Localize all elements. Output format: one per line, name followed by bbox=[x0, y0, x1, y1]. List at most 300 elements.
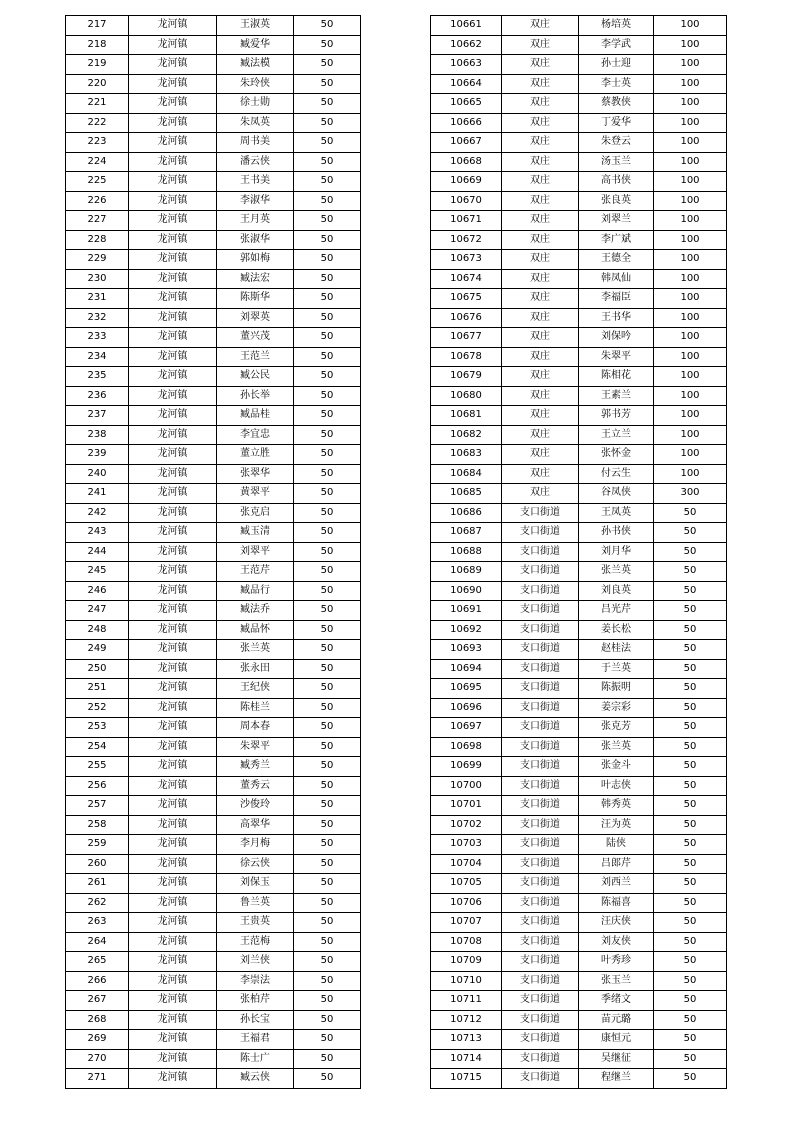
amount-cell: 50 bbox=[654, 796, 727, 816]
amount-cell: 50 bbox=[294, 113, 361, 133]
table-row bbox=[66, 445, 361, 465]
town-cell: 龙河镇 bbox=[129, 523, 217, 543]
table-row bbox=[66, 55, 361, 75]
town-cell: 支口街道 bbox=[502, 913, 579, 933]
amount-cell: 50 bbox=[294, 133, 361, 153]
name-cell: 丁爱华 bbox=[579, 113, 654, 133]
town-cell: 龙河镇 bbox=[129, 386, 217, 406]
amount-cell: 50 bbox=[294, 269, 361, 289]
town-cell: 支口街道 bbox=[502, 562, 579, 582]
serial-number-cell: 262 bbox=[66, 893, 129, 913]
serial-number-cell: 10715 bbox=[431, 1069, 502, 1089]
table-row bbox=[431, 932, 727, 952]
serial-number-cell: 10663 bbox=[431, 55, 502, 75]
town-cell: 龙河镇 bbox=[129, 659, 217, 679]
name-cell: 鲁兰英 bbox=[217, 893, 294, 913]
amount-cell: 50 bbox=[294, 1049, 361, 1069]
amount-cell: 50 bbox=[654, 874, 727, 894]
serial-number-cell: 232 bbox=[66, 308, 129, 328]
table-row bbox=[431, 1010, 727, 1030]
amount-cell: 50 bbox=[294, 172, 361, 192]
amount-cell: 100 bbox=[654, 445, 727, 465]
name-cell: 张克启 bbox=[217, 503, 294, 523]
name-cell: 付云生 bbox=[579, 464, 654, 484]
table-row bbox=[66, 971, 361, 991]
name-cell: 王德全 bbox=[579, 250, 654, 270]
name-cell: 王范芹 bbox=[217, 562, 294, 582]
table-row bbox=[66, 1030, 361, 1050]
amount-cell: 100 bbox=[654, 367, 727, 387]
serial-number-cell: 10685 bbox=[431, 484, 502, 504]
table-row bbox=[66, 991, 361, 1011]
town-cell: 龙河镇 bbox=[129, 445, 217, 465]
name-cell: 王书美 bbox=[217, 172, 294, 192]
amount-cell: 50 bbox=[294, 484, 361, 504]
serial-number-cell: 10668 bbox=[431, 152, 502, 172]
table-row bbox=[431, 952, 727, 972]
amount-cell: 50 bbox=[294, 874, 361, 894]
name-cell: 王素兰 bbox=[579, 386, 654, 406]
serial-number-cell: 246 bbox=[66, 581, 129, 601]
amount-cell: 50 bbox=[294, 503, 361, 523]
serial-number-cell: 10678 bbox=[431, 347, 502, 367]
amount-cell: 50 bbox=[654, 718, 727, 738]
table-row bbox=[66, 250, 361, 270]
name-cell: 孙长宝 bbox=[217, 1010, 294, 1030]
town-cell: 双庄 bbox=[502, 133, 579, 153]
serial-number-cell: 261 bbox=[66, 874, 129, 894]
serial-number-cell: 223 bbox=[66, 133, 129, 153]
amount-cell: 100 bbox=[654, 55, 727, 75]
town-cell: 双庄 bbox=[502, 230, 579, 250]
amount-cell: 50 bbox=[654, 620, 727, 640]
amount-cell: 50 bbox=[294, 1010, 361, 1030]
name-cell: 臧云侠 bbox=[217, 1069, 294, 1089]
amount-cell: 50 bbox=[654, 581, 727, 601]
town-cell: 龙河镇 bbox=[129, 640, 217, 660]
name-cell: 张柏芹 bbox=[217, 991, 294, 1011]
town-cell: 双庄 bbox=[502, 250, 579, 270]
town-cell: 龙河镇 bbox=[129, 308, 217, 328]
name-cell: 刘翠兰 bbox=[579, 211, 654, 231]
name-cell: 王淑英 bbox=[217, 16, 294, 36]
name-cell: 郭如梅 bbox=[217, 250, 294, 270]
table-row bbox=[431, 854, 727, 874]
amount-cell: 100 bbox=[654, 308, 727, 328]
amount-cell: 50 bbox=[294, 191, 361, 211]
amount-cell: 50 bbox=[294, 952, 361, 972]
serial-number-cell: 10670 bbox=[431, 191, 502, 211]
town-cell: 支口街道 bbox=[502, 1049, 579, 1069]
table-row bbox=[66, 776, 361, 796]
town-cell: 双庄 bbox=[502, 347, 579, 367]
amount-cell: 50 bbox=[654, 640, 727, 660]
serial-number-cell: 252 bbox=[66, 698, 129, 718]
serial-number-cell: 247 bbox=[66, 601, 129, 621]
amount-cell: 100 bbox=[654, 113, 727, 133]
table-row bbox=[431, 640, 727, 660]
table-row bbox=[431, 835, 727, 855]
town-cell: 龙河镇 bbox=[129, 133, 217, 153]
amount-cell: 50 bbox=[294, 1030, 361, 1050]
town-cell: 双庄 bbox=[502, 386, 579, 406]
amount-cell: 50 bbox=[294, 601, 361, 621]
table-row bbox=[66, 562, 361, 582]
table-row bbox=[431, 406, 727, 426]
serial-number-cell: 254 bbox=[66, 737, 129, 757]
table-row bbox=[431, 679, 727, 699]
table-row bbox=[431, 698, 727, 718]
amount-cell: 50 bbox=[294, 425, 361, 445]
serial-number-cell: 253 bbox=[66, 718, 129, 738]
town-cell: 龙河镇 bbox=[129, 737, 217, 757]
serial-number-cell: 10696 bbox=[431, 698, 502, 718]
table-row bbox=[431, 601, 727, 621]
amount-cell: 50 bbox=[654, 854, 727, 874]
name-cell: 高书侠 bbox=[579, 172, 654, 192]
name-cell: 刘西兰 bbox=[579, 874, 654, 894]
amount-cell: 50 bbox=[294, 35, 361, 55]
serial-number-cell: 231 bbox=[66, 289, 129, 309]
serial-number-cell: 241 bbox=[66, 484, 129, 504]
town-cell: 龙河镇 bbox=[129, 581, 217, 601]
table-row bbox=[66, 913, 361, 933]
town-cell: 龙河镇 bbox=[129, 113, 217, 133]
serial-number-cell: 240 bbox=[66, 464, 129, 484]
name-cell: 王范梅 bbox=[217, 932, 294, 952]
table-row bbox=[431, 562, 727, 582]
town-cell: 支口街道 bbox=[502, 776, 579, 796]
amount-cell: 100 bbox=[654, 386, 727, 406]
table-row bbox=[66, 815, 361, 835]
town-cell: 龙河镇 bbox=[129, 601, 217, 621]
amount-cell: 50 bbox=[654, 659, 727, 679]
name-cell: 徐士勋 bbox=[217, 94, 294, 114]
name-cell: 刘良英 bbox=[579, 581, 654, 601]
table-row bbox=[431, 659, 727, 679]
serial-number-cell: 217 bbox=[66, 16, 129, 36]
table-row bbox=[66, 464, 361, 484]
serial-number-cell: 10666 bbox=[431, 113, 502, 133]
town-cell: 支口街道 bbox=[502, 854, 579, 874]
town-cell: 支口街道 bbox=[502, 1030, 579, 1050]
right-roster-body bbox=[431, 16, 727, 1089]
town-cell: 龙河镇 bbox=[129, 991, 217, 1011]
serial-number-cell: 10703 bbox=[431, 835, 502, 855]
town-cell: 龙河镇 bbox=[129, 172, 217, 192]
name-cell: 潘云侠 bbox=[217, 152, 294, 172]
town-cell: 支口街道 bbox=[502, 991, 579, 1011]
name-cell: 刘友侠 bbox=[579, 932, 654, 952]
amount-cell: 50 bbox=[294, 328, 361, 348]
amount-cell: 100 bbox=[654, 16, 727, 36]
serial-number-cell: 10709 bbox=[431, 952, 502, 972]
serial-number-cell: 10693 bbox=[431, 640, 502, 660]
table-row bbox=[66, 133, 361, 153]
name-cell: 王凤英 bbox=[579, 503, 654, 523]
table-row bbox=[66, 1049, 361, 1069]
name-cell: 陈斯华 bbox=[217, 289, 294, 309]
serial-number-cell: 260 bbox=[66, 854, 129, 874]
town-cell: 支口街道 bbox=[502, 659, 579, 679]
name-cell: 陈振明 bbox=[579, 679, 654, 699]
table-row bbox=[66, 74, 361, 94]
serial-number-cell: 244 bbox=[66, 542, 129, 562]
serial-number-cell: 10691 bbox=[431, 601, 502, 621]
amount-cell: 50 bbox=[294, 289, 361, 309]
serial-number-cell: 259 bbox=[66, 835, 129, 855]
town-cell: 龙河镇 bbox=[129, 35, 217, 55]
name-cell: 李广斌 bbox=[579, 230, 654, 250]
name-cell: 刘翠英 bbox=[217, 308, 294, 328]
amount-cell: 50 bbox=[654, 971, 727, 991]
name-cell: 李学武 bbox=[579, 35, 654, 55]
amount-cell: 50 bbox=[294, 562, 361, 582]
town-cell: 双庄 bbox=[502, 289, 579, 309]
amount-cell: 50 bbox=[654, 1049, 727, 1069]
serial-number-cell: 10700 bbox=[431, 776, 502, 796]
table-row bbox=[431, 16, 727, 36]
serial-number-cell: 10669 bbox=[431, 172, 502, 192]
town-cell: 双庄 bbox=[502, 367, 579, 387]
table-row bbox=[431, 815, 727, 835]
table-row bbox=[431, 230, 727, 250]
name-cell: 朱登云 bbox=[579, 133, 654, 153]
town-cell: 龙河镇 bbox=[129, 289, 217, 309]
name-cell: 姜宗彩 bbox=[579, 698, 654, 718]
table-row bbox=[431, 971, 727, 991]
table-row bbox=[431, 74, 727, 94]
name-cell: 汪为英 bbox=[579, 815, 654, 835]
town-cell: 龙河镇 bbox=[129, 94, 217, 114]
serial-number-cell: 10697 bbox=[431, 718, 502, 738]
table-row bbox=[431, 289, 727, 309]
serial-number-cell: 221 bbox=[66, 94, 129, 114]
town-cell: 龙河镇 bbox=[129, 913, 217, 933]
name-cell: 臧法宏 bbox=[217, 269, 294, 289]
amount-cell: 100 bbox=[654, 133, 727, 153]
amount-cell: 50 bbox=[294, 464, 361, 484]
table-row bbox=[431, 425, 727, 445]
name-cell: 王贵英 bbox=[217, 913, 294, 933]
amount-cell: 50 bbox=[654, 952, 727, 972]
amount-cell: 50 bbox=[654, 542, 727, 562]
table-row bbox=[66, 542, 361, 562]
table-row bbox=[66, 932, 361, 952]
town-cell: 龙河镇 bbox=[129, 1030, 217, 1050]
town-cell: 龙河镇 bbox=[129, 328, 217, 348]
amount-cell: 50 bbox=[294, 932, 361, 952]
table-row bbox=[66, 386, 361, 406]
table-row bbox=[66, 503, 361, 523]
serial-number-cell: 10661 bbox=[431, 16, 502, 36]
name-cell: 汪庆侠 bbox=[579, 913, 654, 933]
town-cell: 龙河镇 bbox=[129, 367, 217, 387]
serial-number-cell: 269 bbox=[66, 1030, 129, 1050]
serial-number-cell: 243 bbox=[66, 523, 129, 543]
name-cell: 臧法乔 bbox=[217, 601, 294, 621]
town-cell: 双庄 bbox=[502, 191, 579, 211]
name-cell: 张玉兰 bbox=[579, 971, 654, 991]
amount-cell: 50 bbox=[654, 1030, 727, 1050]
amount-cell: 100 bbox=[654, 250, 727, 270]
serial-number-cell: 258 bbox=[66, 815, 129, 835]
name-cell: 朱翠平 bbox=[217, 737, 294, 757]
town-cell: 双庄 bbox=[502, 464, 579, 484]
table-row bbox=[431, 250, 727, 270]
serial-number-cell: 271 bbox=[66, 1069, 129, 1089]
serial-number-cell: 10684 bbox=[431, 464, 502, 484]
table-row bbox=[66, 620, 361, 640]
name-cell: 叶秀珍 bbox=[579, 952, 654, 972]
serial-number-cell: 257 bbox=[66, 796, 129, 816]
name-cell: 张良英 bbox=[579, 191, 654, 211]
table-row bbox=[66, 835, 361, 855]
town-cell: 支口街道 bbox=[502, 679, 579, 699]
name-cell: 汤玉兰 bbox=[579, 152, 654, 172]
table-row bbox=[66, 152, 361, 172]
serial-number-cell: 255 bbox=[66, 757, 129, 777]
serial-number-cell: 10713 bbox=[431, 1030, 502, 1050]
name-cell: 刘翠平 bbox=[217, 542, 294, 562]
serial-number-cell: 10675 bbox=[431, 289, 502, 309]
town-cell: 支口街道 bbox=[502, 835, 579, 855]
town-cell: 龙河镇 bbox=[129, 191, 217, 211]
name-cell: 臧品怀 bbox=[217, 620, 294, 640]
name-cell: 臧品桂 bbox=[217, 406, 294, 426]
table-row bbox=[66, 269, 361, 289]
amount-cell: 50 bbox=[294, 308, 361, 328]
amount-cell: 50 bbox=[294, 367, 361, 387]
serial-number-cell: 248 bbox=[66, 620, 129, 640]
town-cell: 支口街道 bbox=[502, 601, 579, 621]
name-cell: 李淑华 bbox=[217, 191, 294, 211]
name-cell: 刘保吟 bbox=[579, 328, 654, 348]
table-row bbox=[66, 406, 361, 426]
table-row bbox=[431, 94, 727, 114]
serial-number-cell: 10664 bbox=[431, 74, 502, 94]
name-cell: 苗元璐 bbox=[579, 1010, 654, 1030]
serial-number-cell: 10708 bbox=[431, 932, 502, 952]
serial-number-cell: 236 bbox=[66, 386, 129, 406]
amount-cell: 50 bbox=[294, 815, 361, 835]
amount-cell: 300 bbox=[654, 484, 727, 504]
serial-number-cell: 10695 bbox=[431, 679, 502, 699]
amount-cell: 100 bbox=[654, 230, 727, 250]
table-row bbox=[66, 308, 361, 328]
table-row bbox=[66, 737, 361, 757]
amount-cell: 50 bbox=[294, 971, 361, 991]
name-cell: 韩凤仙 bbox=[579, 269, 654, 289]
serial-number-cell: 10680 bbox=[431, 386, 502, 406]
serial-number-cell: 10707 bbox=[431, 913, 502, 933]
table-row bbox=[66, 640, 361, 660]
town-cell: 龙河镇 bbox=[129, 893, 217, 913]
name-cell: 韩秀英 bbox=[579, 796, 654, 816]
town-cell: 支口街道 bbox=[502, 523, 579, 543]
serial-number-cell: 10667 bbox=[431, 133, 502, 153]
name-cell: 王福君 bbox=[217, 1030, 294, 1050]
table-row bbox=[66, 679, 361, 699]
amount-cell: 50 bbox=[294, 835, 361, 855]
name-cell: 吴继征 bbox=[579, 1049, 654, 1069]
table-row bbox=[66, 347, 361, 367]
town-cell: 支口街道 bbox=[502, 698, 579, 718]
name-cell: 黄翠平 bbox=[217, 484, 294, 504]
table-row bbox=[66, 952, 361, 972]
name-cell: 臧秀兰 bbox=[217, 757, 294, 777]
serial-number-cell: 225 bbox=[66, 172, 129, 192]
serial-number-cell: 228 bbox=[66, 230, 129, 250]
name-cell: 董兴茂 bbox=[217, 328, 294, 348]
serial-number-cell: 268 bbox=[66, 1010, 129, 1030]
table-row bbox=[431, 874, 727, 894]
amount-cell: 50 bbox=[654, 776, 727, 796]
table-row bbox=[431, 328, 727, 348]
table-row bbox=[431, 55, 727, 75]
serial-number-cell: 219 bbox=[66, 55, 129, 75]
serial-number-cell: 10694 bbox=[431, 659, 502, 679]
serial-number-cell: 10687 bbox=[431, 523, 502, 543]
town-cell: 双庄 bbox=[502, 211, 579, 231]
table-row bbox=[431, 347, 727, 367]
left-roster-body bbox=[66, 16, 361, 1089]
table-row bbox=[431, 913, 727, 933]
table-row bbox=[66, 113, 361, 133]
name-cell: 朱翠平 bbox=[579, 347, 654, 367]
table-row bbox=[66, 191, 361, 211]
town-cell: 龙河镇 bbox=[129, 74, 217, 94]
town-cell: 双庄 bbox=[502, 484, 579, 504]
town-cell: 支口街道 bbox=[502, 971, 579, 991]
town-cell: 支口街道 bbox=[502, 932, 579, 952]
town-cell: 龙河镇 bbox=[129, 932, 217, 952]
town-cell: 龙河镇 bbox=[129, 952, 217, 972]
table-row bbox=[431, 776, 727, 796]
town-cell: 龙河镇 bbox=[129, 347, 217, 367]
table-row bbox=[431, 464, 727, 484]
table-row bbox=[66, 230, 361, 250]
town-cell: 双庄 bbox=[502, 94, 579, 114]
name-cell: 徐云侠 bbox=[217, 854, 294, 874]
town-cell: 龙河镇 bbox=[129, 815, 217, 835]
town-cell: 双庄 bbox=[502, 425, 579, 445]
amount-cell: 50 bbox=[654, 1010, 727, 1030]
amount-cell: 50 bbox=[294, 1069, 361, 1089]
serial-number-cell: 10690 bbox=[431, 581, 502, 601]
name-cell: 蔡教侠 bbox=[579, 94, 654, 114]
amount-cell: 50 bbox=[294, 94, 361, 114]
serial-number-cell: 10686 bbox=[431, 503, 502, 523]
table-row bbox=[66, 1010, 361, 1030]
name-cell: 朱凤英 bbox=[217, 113, 294, 133]
serial-number-cell: 10699 bbox=[431, 757, 502, 777]
serial-number-cell: 218 bbox=[66, 35, 129, 55]
town-cell: 支口街道 bbox=[502, 1069, 579, 1089]
name-cell: 王月英 bbox=[217, 211, 294, 231]
serial-number-cell: 249 bbox=[66, 640, 129, 660]
amount-cell: 50 bbox=[294, 893, 361, 913]
serial-number-cell: 267 bbox=[66, 991, 129, 1011]
town-cell: 龙河镇 bbox=[129, 1010, 217, 1030]
name-cell: 李宜忠 bbox=[217, 425, 294, 445]
amount-cell: 50 bbox=[654, 523, 727, 543]
serial-number-cell: 10710 bbox=[431, 971, 502, 991]
town-cell: 龙河镇 bbox=[129, 16, 217, 36]
town-cell: 支口街道 bbox=[502, 581, 579, 601]
town-cell: 龙河镇 bbox=[129, 854, 217, 874]
town-cell: 龙河镇 bbox=[129, 620, 217, 640]
